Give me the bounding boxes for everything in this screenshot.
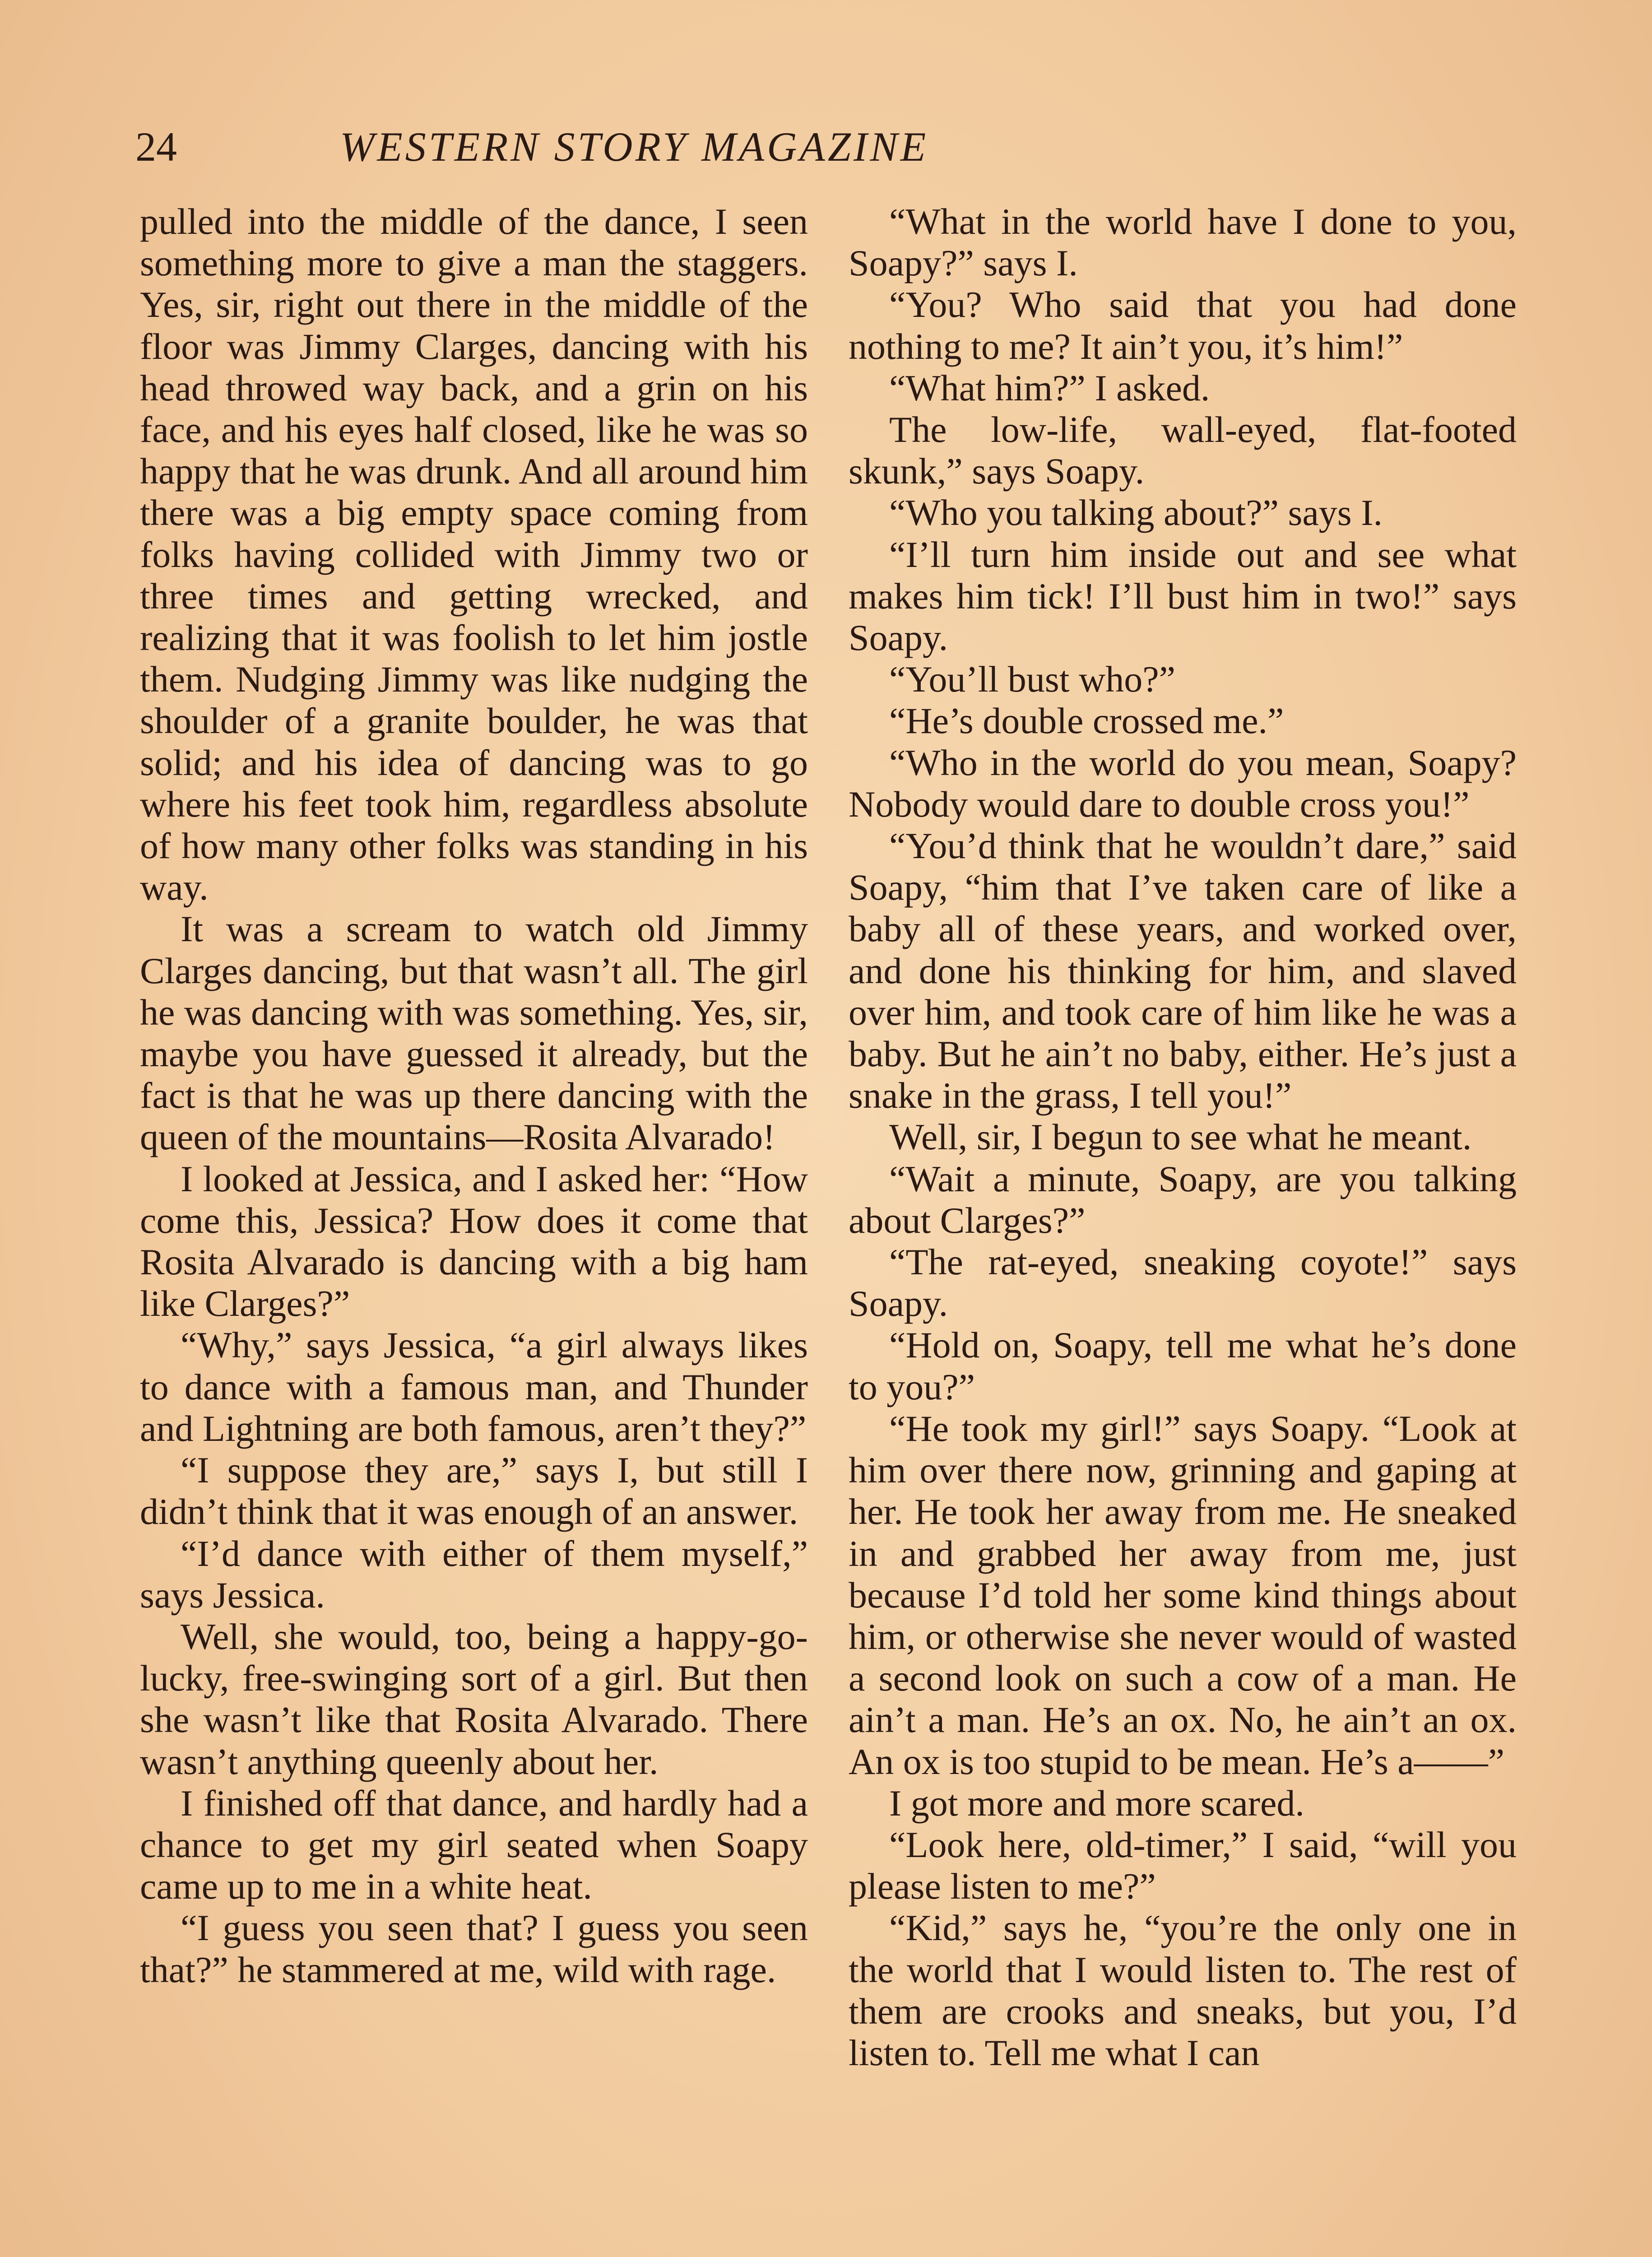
paragraph: “Who in the world do you mean, Soapy? Nobody would dare to double cross you!”: [849, 742, 1517, 825]
paragraph: “He’s double crossed me.”: [889, 700, 1284, 742]
paragraph: It was a scream to watch old Jimmy Clarges dancing, but that wasn’t all. The girl he was dancing with was something. Yes, sir, maybe you have guessed it already, but the fact is that he was up there dancing with the queen of the mountains—Rosita Alvarado!: [140, 908, 808, 1158]
left-column: [140, 201, 808, 1991]
paragraph: pulled into the middle of the dance, I seen something more to give a man the staggers. Yes, sir, right out there in the middle of the floor was Jimmy Clarges, dancing with his head throwed way back, and a grin on his face, and his eyes half closed, like he was so happy that he was drunk. And all around him there was a big empty space coming from folks having collided with Jimmy two or three times and getting wrecked, and realizing that it was foolish to let him jostle them. Nudging Jimmy was like nudging the shoulder of a granite boulder, he was that solid; and his idea of dancing was to go where his feet took him, regardless absolute of how many other folks was standing in his way.: [140, 201, 808, 908]
paragraph: “Who you talking about?” says I.: [889, 492, 1383, 534]
right-column: [849, 201, 1517, 2074]
paragraph: “I guess you seen that? I guess you seen that?” he stammered at me, wild with rage.: [140, 1907, 808, 1990]
page-number: 24: [135, 124, 177, 170]
paragraph: “Hold on, Soapy, tell me what he’s done to you?”: [849, 1324, 1517, 1407]
paragraph: “Why,” says Jessica, “a girl always likes to dance with a famous man, and Thunder and Lightning are both famous, aren’t they?”: [140, 1324, 808, 1449]
paragraph: “I suppose they are,” says I, but still I didn’t think that it was enough of an answer.: [140, 1449, 808, 1533]
paragraph: “Look here, old-timer,” I said, “will you please listen to me?”: [849, 1824, 1517, 1907]
paragraph: “I’ll turn him inside out and see what makes him tick! I’ll bust him in two!” says Soapy.: [849, 534, 1517, 659]
paragraph: Well, she would, too, being a happy-go-lucky, free-swinging sort of a girl. But then she wasn’t like that Rosita Alvarado. There wasn’t anything queenly about her.: [140, 1616, 808, 1782]
paragraph: “He took my girl!” says Soapy. “Look at him over there now, grinning and gaping at her. He took her away from me. He sneaked in and grabbed her away from me, just because I’d told her some kind things about him, or otherwise she never would of wasted a second look on such a cow of a man. He ain’t a man. He’s an ox. No, he ain’t an ox. An ox is too stupid to be mean. He’s a——”: [849, 1407, 1517, 1782]
paragraph: “You’ll bust who?”: [889, 659, 1175, 700]
page-header: [135, 120, 1133, 174]
paragraph: “Wait a minute, Soapy, are you talking about Clarges?”: [849, 1158, 1517, 1241]
paragraph: “I’d dance with either of them myself,” says Jessica.: [140, 1533, 808, 1616]
paragraph: I looked at Jessica, and I asked her: “How come this, Jessica? How does it come that Rosita Alvarado is dancing with a big ham like Clarges?”: [140, 1158, 808, 1324]
paragraph: “Kid,” says he, “you’re the only one in the world that I would listen to. The rest of them are crooks and sneaks, but you, I’d listen to. Tell me what I can: [849, 1907, 1517, 2073]
paragraph: “You? Who said that you had done nothing to me? It ain’t you, it’s him!”: [849, 284, 1517, 367]
paragraph: “What him?” I asked.: [889, 367, 1210, 409]
paragraph: “What in the world have I done to you, Soapy?” says I.: [849, 201, 1517, 284]
paragraph: Well, sir, I begun to see what he meant.: [889, 1116, 1472, 1158]
paragraph: “The rat-eyed, sneaking coyote!” says Soapy.: [849, 1241, 1517, 1324]
paragraph: I finished off that dance, and hardly had a chance to get my girl seated when Soapy came up to me in a white heat.: [140, 1782, 808, 1907]
paragraph: The low-life, wall-eyed, flat-footed skunk,” says Soapy.: [849, 409, 1517, 492]
paragraph: “You’d think that he wouldn’t dare,” said Soapy, “him that I’ve taken care of like a baby all of these years, and worked over, and done his thinking for him, and slaved over him, and took care of him like he was a baby. But he ain’t no baby, either. He’s just a snake in the grass, I tell you!”: [849, 825, 1517, 1116]
paragraph: I got more and more scared.: [889, 1782, 1304, 1824]
running-head-title: WESTERN STORY MAGAZINE: [339, 124, 929, 170]
